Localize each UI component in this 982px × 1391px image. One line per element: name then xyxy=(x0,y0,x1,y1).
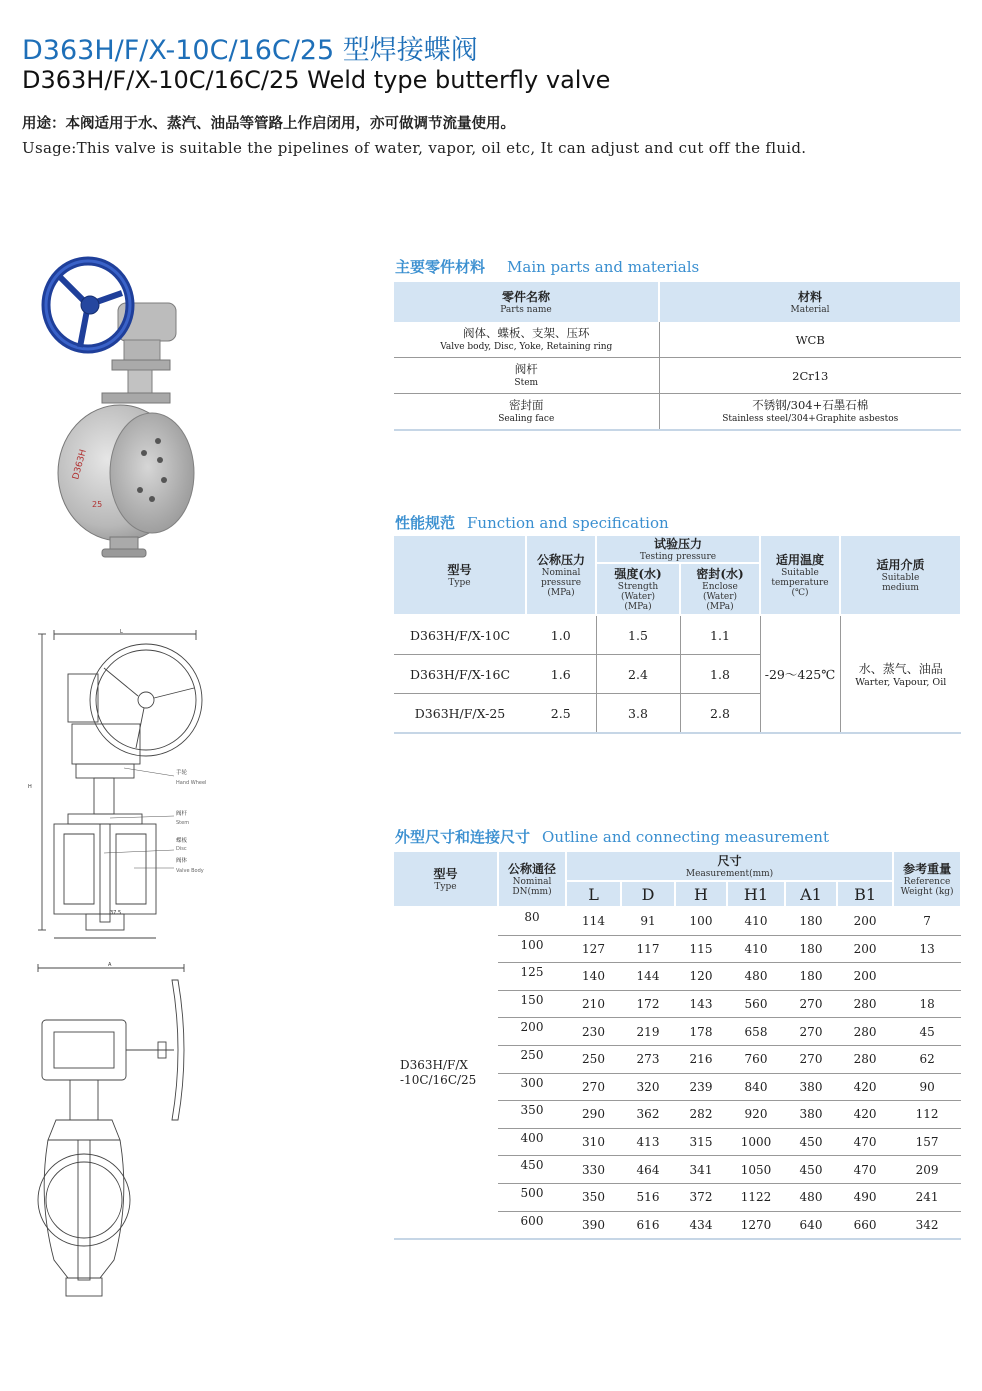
dims-b1: 470 xyxy=(837,1128,893,1156)
dims-b1: 200 xyxy=(837,935,893,963)
spec-strength: 3.8 xyxy=(596,694,680,734)
spec-header-type-en: Type xyxy=(448,577,471,588)
spec-header-temp-en2: temperature xyxy=(771,577,829,588)
dims-a1: 640 xyxy=(785,1211,837,1239)
dims-d: 172 xyxy=(621,990,675,1018)
dims-h: 115 xyxy=(675,935,727,963)
spec-header-temperature xyxy=(760,536,840,615)
dims-l: 350 xyxy=(566,1183,621,1211)
dims-col-h: H xyxy=(675,881,727,907)
table-row xyxy=(394,907,961,935)
parts-table xyxy=(394,282,962,431)
dims-a1: 380 xyxy=(785,1101,837,1129)
dims-d: 616 xyxy=(621,1211,675,1239)
dims-h1: 840 xyxy=(727,1073,785,1101)
spec-header-row xyxy=(394,536,961,563)
dims-weight: 18 xyxy=(893,990,961,1018)
dims-header-weight xyxy=(893,852,961,907)
dims-l: 230 xyxy=(566,1018,621,1046)
dims-col-d: D xyxy=(621,881,675,907)
spec-enclose: 1.8 xyxy=(680,655,760,694)
dims-a1: 180 xyxy=(785,907,837,935)
section-title-spec-en: Function and specification xyxy=(467,514,669,532)
dims-col-b1: B1 xyxy=(837,881,893,907)
label-valve-body-en: Valve Body xyxy=(176,868,204,874)
spec-header-nominal-pressure xyxy=(526,536,596,615)
label-stem-cn: 阀杆 xyxy=(176,811,188,817)
table-row xyxy=(394,358,961,394)
dims-b1: 280 xyxy=(837,1018,893,1046)
section-title-parts-cn: 主要零件材料 xyxy=(395,258,486,276)
dims-dn: 200 xyxy=(498,1018,566,1046)
part-material: WCB xyxy=(795,332,825,347)
spec-header-np-en1: Nominal xyxy=(541,567,581,578)
dims-h: 100 xyxy=(675,907,727,935)
spec-enclose: 2.8 xyxy=(680,694,760,734)
label-stem-en: Stem xyxy=(176,820,190,826)
dims-dn: 250 xyxy=(498,1045,566,1073)
part-material-cn: 不锈钢/304+石墨石棉 xyxy=(752,397,869,412)
section-title-dims xyxy=(395,826,829,847)
spec-header-medium xyxy=(840,536,961,615)
dims-a1: 180 xyxy=(785,935,837,963)
dims-h: 315 xyxy=(675,1128,727,1156)
dims-h1: 1000 xyxy=(727,1128,785,1156)
dims-b1: 420 xyxy=(837,1073,893,1101)
section-title-dims-en: Outline and connecting measurement xyxy=(542,828,830,846)
dims-weight: 342 xyxy=(893,1211,961,1239)
spec-temperature: -29～425℃ xyxy=(760,615,840,733)
spec-header-temp-cn: 适用温度 xyxy=(775,552,824,567)
spec-header-tp-en: Testing pressure xyxy=(639,551,717,562)
usage-text-cn: 用途：本阀适用于水、蒸汽、油品等管路上作启闭用，亦可做调节流量使用。 xyxy=(22,115,515,132)
label-hand-wheel-cn: 手轮 xyxy=(176,770,188,776)
part-material-cell xyxy=(659,358,961,394)
dims-weight: 90 xyxy=(893,1073,961,1101)
spec-nominal-pressure: 1.6 xyxy=(526,655,596,694)
part-name-en: Stem xyxy=(514,377,539,388)
label-disc-cn: 蝶板 xyxy=(176,838,188,844)
spec-header-np-en2: pressure xyxy=(540,577,582,588)
dims-h1: 920 xyxy=(727,1101,785,1129)
dims-d: 516 xyxy=(621,1183,675,1211)
spec-medium xyxy=(840,615,961,733)
dims-d: 320 xyxy=(621,1073,675,1101)
dims-h1: 410 xyxy=(727,907,785,935)
dims-header-type-cn: 型号 xyxy=(433,866,458,881)
dims-h1: 658 xyxy=(727,1018,785,1046)
part-name-cn: 阀杆 xyxy=(514,361,538,376)
dims-d: 219 xyxy=(621,1018,675,1046)
dims-h: 216 xyxy=(675,1045,727,1073)
label-disc-en: Disc xyxy=(176,846,187,852)
parts-header-material xyxy=(659,282,961,322)
dims-h1: 560 xyxy=(727,990,785,1018)
dims-header-measurement xyxy=(566,852,893,881)
section-title-dims-cn: 外型尺寸和连接尺寸 xyxy=(395,828,531,846)
valve-section-drawing xyxy=(24,628,224,943)
dims-h: 341 xyxy=(675,1156,727,1184)
dims-dn: 600 xyxy=(498,1211,566,1239)
page-title-en: D363H/F/X-10C/16C/25 Weld type butterfly valve xyxy=(22,66,611,94)
dims-h1: 480 xyxy=(727,963,785,991)
dims-dn: 350 xyxy=(498,1101,566,1129)
dims-header-dn-en1: Nominal xyxy=(512,876,552,887)
part-name-en: Sealing face xyxy=(498,413,555,424)
section-title-spec-cn: 性能规范 xyxy=(395,514,456,532)
section-title-parts xyxy=(395,256,699,277)
dimensions-table xyxy=(394,852,962,1240)
body-marking-2: 25 xyxy=(92,500,103,509)
dims-dn: 150 xyxy=(498,990,566,1018)
dims-d: 91 xyxy=(621,907,675,935)
dims-dn: 80 xyxy=(498,907,566,935)
dims-weight: 62 xyxy=(893,1045,961,1073)
dims-header-dn-en2: DN(mm) xyxy=(512,886,552,897)
dims-l: 390 xyxy=(566,1211,621,1239)
spec-header-st-en2: (Water) xyxy=(620,591,656,602)
dims-l: 127 xyxy=(566,935,621,963)
spec-header-tp-cn: 试验压力 xyxy=(653,536,702,551)
parts-header-material-cn: 材料 xyxy=(797,289,822,304)
spec-nominal-pressure: 2.5 xyxy=(526,694,596,734)
page-title-cn: D363H/F/X-10C/16C/25 型焊接蝶阀 xyxy=(22,35,478,66)
spec-strength: 2.4 xyxy=(596,655,680,694)
label-valve-body-cn: 阀体 xyxy=(176,858,188,864)
dims-a1: 270 xyxy=(785,990,837,1018)
parts-header-name-cn: 零件名称 xyxy=(501,289,550,304)
dims-weight xyxy=(893,963,961,991)
part-material: 2Cr13 xyxy=(792,368,829,383)
section-title-parts-en: Main parts and materials xyxy=(507,258,700,276)
dims-l: 114 xyxy=(566,907,621,935)
dims-h: 178 xyxy=(675,1018,727,1046)
dims-a1: 450 xyxy=(785,1156,837,1184)
parts-header-row xyxy=(394,282,961,322)
spec-type: D363H/F/X-10C xyxy=(394,615,526,655)
dims-b1: 420 xyxy=(837,1101,893,1129)
dims-l: 270 xyxy=(566,1073,621,1101)
table-row xyxy=(394,394,961,431)
spec-header-temp-en3: (℃) xyxy=(791,587,809,598)
dims-header-wt-cn: 参考重量 xyxy=(903,861,952,876)
dims-b1: 660 xyxy=(837,1211,893,1239)
dims-h1: 1270 xyxy=(727,1211,785,1239)
dims-weight: 7 xyxy=(893,907,961,935)
part-material-cell xyxy=(659,394,961,431)
spec-nominal-pressure: 1.0 xyxy=(526,615,596,655)
dims-d: 144 xyxy=(621,963,675,991)
dims-dn: 125 xyxy=(498,963,566,991)
spec-header-strength xyxy=(596,563,680,615)
dims-l: 140 xyxy=(566,963,621,991)
dims-h: 372 xyxy=(675,1183,727,1211)
part-material-en: Stainless steel/304+Graphite asbestos xyxy=(722,413,899,424)
dims-header-meas-en: Measurement(mm) xyxy=(685,868,774,879)
dims-l: 290 xyxy=(566,1101,621,1129)
dims-header-row xyxy=(394,852,961,881)
dims-weight: 241 xyxy=(893,1183,961,1211)
dims-header-wt-en2: Weight (kg) xyxy=(900,886,954,897)
spec-header-med-cn: 适用介质 xyxy=(876,557,925,572)
dims-type-line1: D363H/F/X xyxy=(400,1058,468,1073)
dims-weight: 157 xyxy=(893,1128,961,1156)
spec-type: D363H/F/X-16C xyxy=(394,655,526,694)
dims-a1: 180 xyxy=(785,963,837,991)
dims-l: 310 xyxy=(566,1128,621,1156)
dims-b1: 490 xyxy=(837,1183,893,1211)
dims-d: 413 xyxy=(621,1128,675,1156)
spec-table xyxy=(394,536,962,734)
dims-a1: 450 xyxy=(785,1128,837,1156)
dims-h: 239 xyxy=(675,1073,727,1101)
spec-header-en-cn: 密封(水) xyxy=(696,566,744,581)
spec-header-st-cn: 强度(水) xyxy=(614,566,662,581)
usage-text-en: Usage:This valve is suitable the pipelines of water, vapor, oil etc, It can adjust and cut off the fluid. xyxy=(22,139,807,157)
dims-h: 120 xyxy=(675,963,727,991)
dims-dn: 400 xyxy=(498,1128,566,1156)
dims-d: 273 xyxy=(621,1045,675,1073)
dims-weight: 209 xyxy=(893,1156,961,1184)
dims-dn: 450 xyxy=(498,1156,566,1184)
dims-header-type-en: Type xyxy=(434,881,457,892)
spec-header-temp-en1: Suitable xyxy=(781,567,819,578)
spec-header-np-cn: 公称压力 xyxy=(536,552,585,567)
parts-header-material-en: Material xyxy=(790,304,830,315)
dims-header-dn-cn: 公称通径 xyxy=(507,861,556,876)
part-material-cell xyxy=(659,322,961,358)
dims-l: 330 xyxy=(566,1156,621,1184)
dims-d: 464 xyxy=(621,1156,675,1184)
dims-weight: 13 xyxy=(893,935,961,963)
part-name-cell xyxy=(394,394,659,431)
dims-header-dn xyxy=(498,852,566,907)
spec-header-type xyxy=(394,536,526,615)
part-name-cn: 密封面 xyxy=(509,397,544,412)
table-row xyxy=(394,615,961,655)
part-name-cell xyxy=(394,358,659,394)
parts-header-name-en: Parts name xyxy=(500,304,552,315)
spec-header-enclose xyxy=(680,563,760,615)
dims-h1: 410 xyxy=(727,935,785,963)
label-hand-wheel-en: Hand Wheel xyxy=(176,780,207,786)
dims-d: 117 xyxy=(621,935,675,963)
body-marking: D363H xyxy=(71,448,89,481)
valve-side-drawing xyxy=(24,960,204,1310)
dims-dn: 100 xyxy=(498,935,566,963)
dims-weight: 112 xyxy=(893,1101,961,1129)
dims-dn: 500 xyxy=(498,1183,566,1211)
dims-a1: 270 xyxy=(785,1045,837,1073)
dims-h: 434 xyxy=(675,1211,727,1239)
dims-col-h1: H1 xyxy=(727,881,785,907)
spec-type: D363H/F/X-25 xyxy=(394,694,526,734)
dims-d: 362 xyxy=(621,1101,675,1129)
dims-col-l: L xyxy=(566,881,621,907)
spec-strength: 1.5 xyxy=(596,615,680,655)
dims-b1: 470 xyxy=(837,1156,893,1184)
valve-photo xyxy=(40,255,210,565)
spec-header-testing-pressure xyxy=(596,536,760,563)
dim-label-a: A xyxy=(108,962,112,968)
parts-header-name xyxy=(394,282,659,322)
dims-a1: 480 xyxy=(785,1183,837,1211)
spec-header-med-en2: medium xyxy=(882,582,919,593)
dims-col-a1: A1 xyxy=(785,881,837,907)
dims-weight: 45 xyxy=(893,1018,961,1046)
dims-l: 250 xyxy=(566,1045,621,1073)
dims-h: 143 xyxy=(675,990,727,1018)
table-row xyxy=(394,322,961,358)
spec-medium-cn: 水、蒸气、油品 xyxy=(858,662,943,676)
dims-dn: 300 xyxy=(498,1073,566,1101)
dims-b1: 200 xyxy=(837,907,893,935)
dims-h1: 760 xyxy=(727,1045,785,1073)
dims-header-type xyxy=(394,852,498,907)
dims-h1: 1050 xyxy=(727,1156,785,1184)
spec-header-en-en1: Enclose xyxy=(702,581,738,592)
spec-header-type-cn: 型号 xyxy=(447,562,472,577)
dims-type-cell xyxy=(394,907,498,1239)
section-title-spec xyxy=(395,512,669,533)
part-name-cn: 阀体、蝶板、支架、压环 xyxy=(463,325,590,340)
spec-header-en-en3: (MPa) xyxy=(706,601,734,612)
spec-header-st-en3: (MPa) xyxy=(624,601,652,612)
spec-medium-en: Warter, Vapour, Oil xyxy=(855,677,947,688)
dims-h1: 1122 xyxy=(727,1183,785,1211)
spec-header-np-en3: (MPa) xyxy=(547,587,575,598)
dims-header-wt-en1: Reference xyxy=(903,876,951,887)
dims-l: 210 xyxy=(566,990,621,1018)
spec-header-med-en1: Suitable xyxy=(881,572,920,583)
dims-header-meas-cn: 尺寸 xyxy=(717,853,742,868)
part-name-en: Valve body, Disc, Yoke, Retaining ring xyxy=(440,341,613,352)
dims-a1: 270 xyxy=(785,1018,837,1046)
dim-label-h: H xyxy=(28,784,32,790)
dims-h: 282 xyxy=(675,1101,727,1129)
spec-header-st-en1: Strength xyxy=(617,581,659,592)
dim-label-bottom: 37.5 xyxy=(110,910,122,916)
spec-enclose: 1.1 xyxy=(680,615,760,655)
dims-b1: 280 xyxy=(837,1045,893,1073)
dims-b1: 200 xyxy=(837,963,893,991)
dims-type-line2: -10C/16C/25 xyxy=(400,1073,477,1088)
spec-header-en-en2: (Water) xyxy=(702,591,738,602)
dim-label-l: L xyxy=(120,629,123,635)
dims-b1: 280 xyxy=(837,990,893,1018)
part-name-cell xyxy=(394,322,659,358)
dims-a1: 380 xyxy=(785,1073,837,1101)
